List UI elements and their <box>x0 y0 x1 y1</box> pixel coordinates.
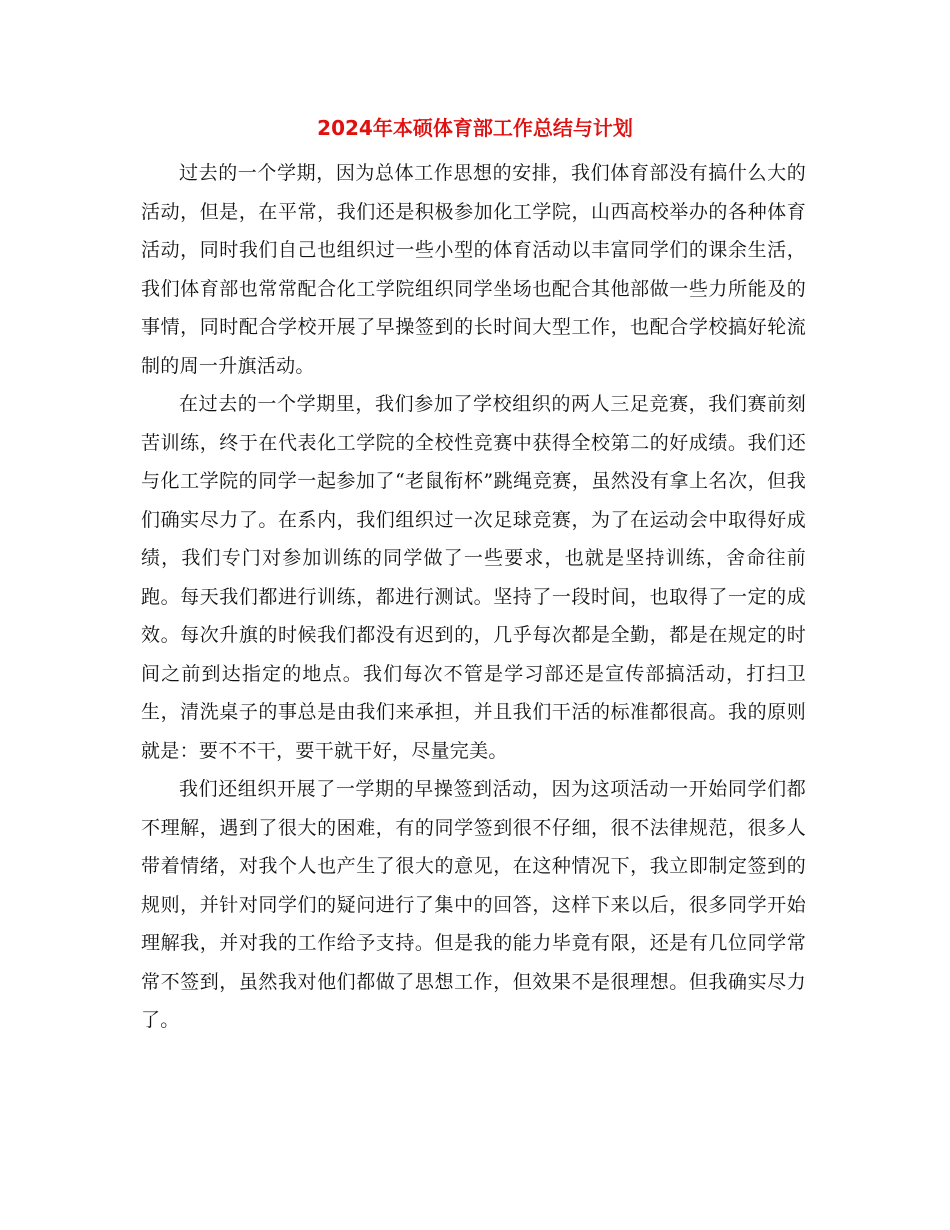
paragraph: 我们还组织开展了一学期的早操签到活动，因为这项活动一开始同学们都不理解，遇到了很大的困难，有的同学签到很不仔细，很不法律规范，很多人带着情绪，对我个人也产生了很大的意见，在这种情况下，我立即制定签到的规则，并针对同学们的疑问进行了集中的回答，这样下来以后，很多同学开始理解我，并对我的工作给予支持。但是我的能力毕竟有限，还是有几位同学常常不签到，虽然我对他们都做了思想工作，但效果不是很理想。但我确实尽力了。 <box>141 778 806 1031</box>
document-title: 2024年本硕体育部工作总结与计划 <box>317 116 633 140</box>
paragraph: 过去的一个学期，因为总体工作思想的安排，我们体育部没有搞什么大的活动，但是，在平常，我们还是积极参加化工学院，山西高校举办的各种体育活动，同时我们自己也组织过一些小型的体育活动以丰富同学们的课余生活，我们体育部也常常配合化工学院组织同学坐场也配合其他部做一些力所能及的事情，同时配合学校开展了早操签到的长时间大型工作，也配合学校搞好轮流制的周一升旗活动。 <box>141 162 806 377</box>
paragraph: 在过去的一个学期里，我们参加了学校组织的两人三足竞赛，我们赛前刻苦训练，终于在代表化工学院的全校性竞赛中获得全校第二的好成绩。我们还与化工学院的同学一起参加了“老鼠衔杯”跳绳竞赛，虽然没有拿上名次，但我们确实尽力了。在系内，我们组织过一次足球竞赛，为了在运动会中取得好成绩，我们专门对参加训练的同学做了一些要求，也就是坚持训练，舍命往前跑。每天我们都进行训练，都进行测试。坚持了一段时间，也取得了一定的成效。每次升旗的时候我们都没有迟到的，几乎每次都是全勤，都是在规定的时间之前到达指定的地点。我们每次不管是学习部还是宣传部搞活动，打扫卫生，清洗桌子的事总是由我们来承担，并且我们干活的标准都很高。我的原则就是：要不不干，要干就干好，尽量完美。 <box>141 393 806 762</box>
document-body <box>141 154 806 1040</box>
